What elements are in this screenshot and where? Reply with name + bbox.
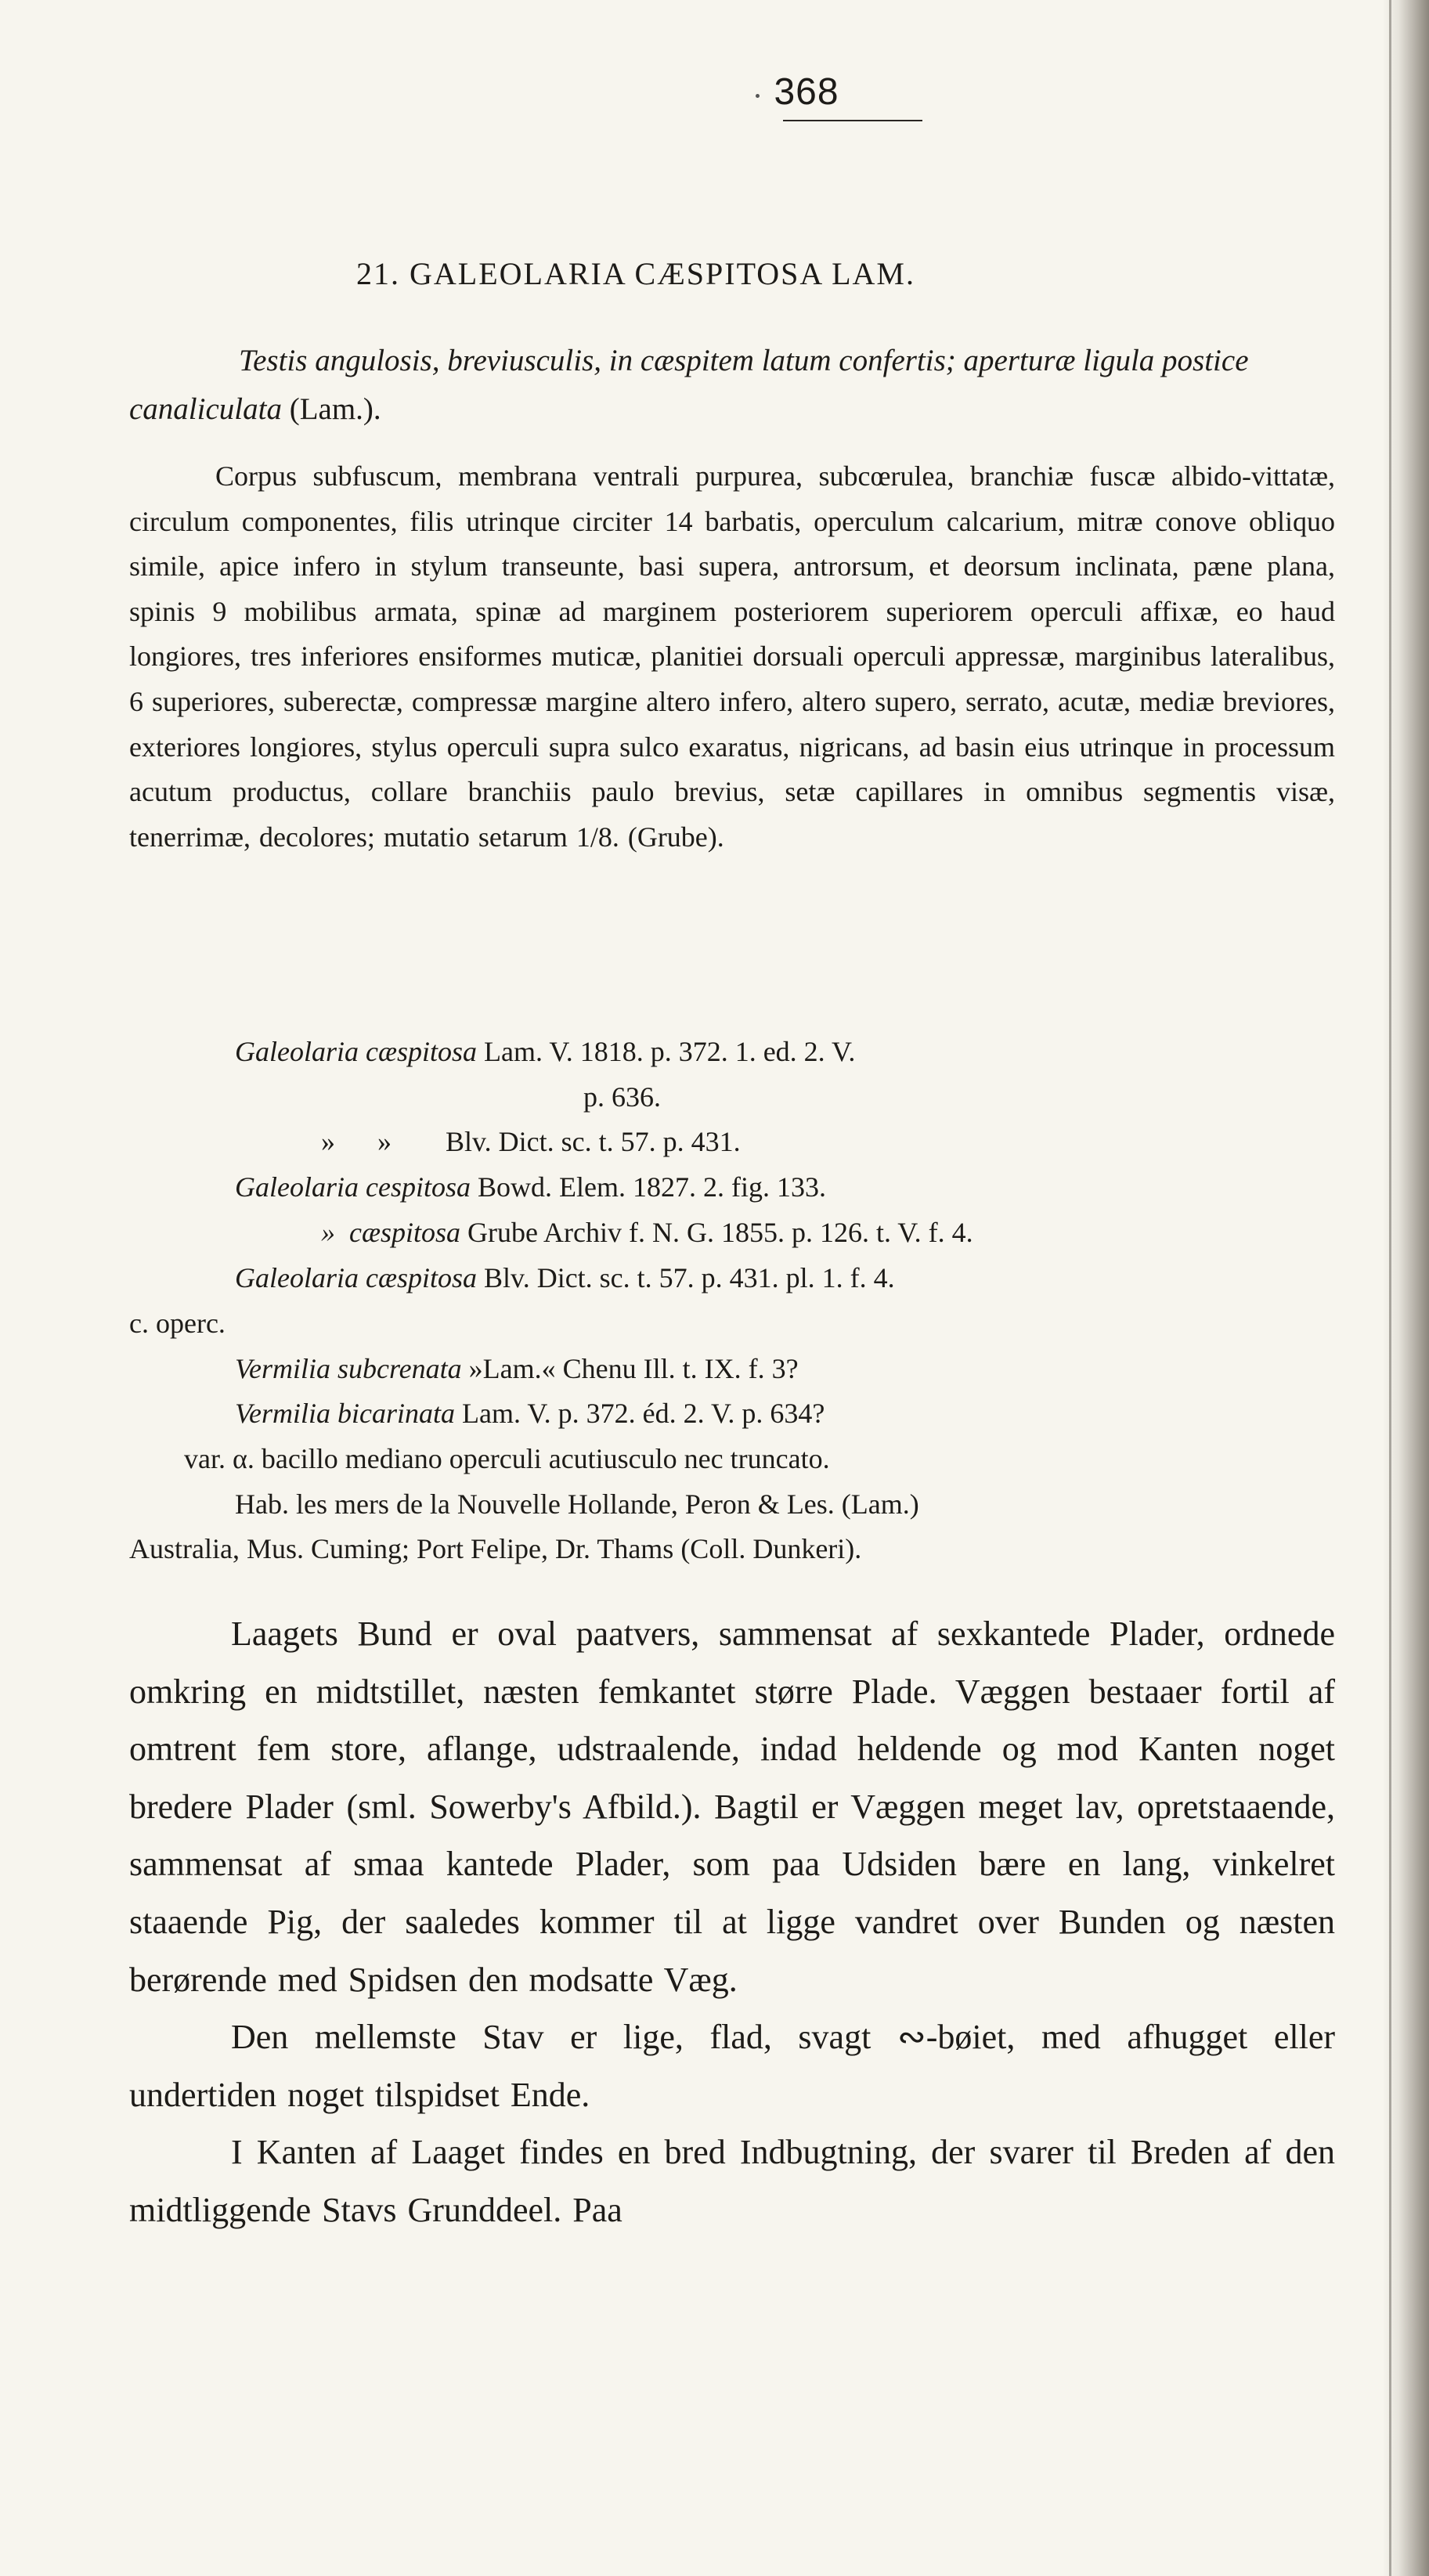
synonym-ref: Lam. V. 1818. p. 372. 1. ed. 2. V.	[484, 1036, 856, 1067]
synonym-ref: Blv. Dict. sc. t. 57. p. 431. pl. 1. f. 4.	[484, 1262, 895, 1293]
synonym-line	[235, 1391, 825, 1435]
diagnosis-text: Testis angulosis, breviusculis, in cæspitem latum confertis; aperturæ ligula postice canaliculata	[129, 344, 1249, 426]
synonym-line	[583, 1075, 661, 1119]
habitat-line	[129, 1527, 861, 1571]
variety-text: var. α. bacillo mediano operculi acutiusculo nec truncato.	[184, 1443, 830, 1474]
synonym-ref: Bowd. Elem. 1827. 2. fig. 133.	[477, 1171, 826, 1203]
synonym-line	[235, 1030, 855, 1073]
species-title: 21. GALEOLARIA CÆSPITOSA LAM.	[356, 256, 915, 291]
habitat-text: Hab. les mers de la Nouvelle Hollande, Peron & Les. (Lam.)	[235, 1488, 919, 1520]
synonym-name: Vermilia bicarinata	[235, 1398, 455, 1429]
synonym-name: Vermilia subcrenata	[235, 1353, 462, 1384]
synonym-name: » cæspitosa	[321, 1217, 461, 1248]
page-number: 368	[774, 71, 839, 113]
diagnosis	[129, 337, 1335, 434]
synonym-ref: p. 636.	[583, 1081, 661, 1113]
synonym-name: » »	[321, 1126, 392, 1157]
page-binding-line	[1389, 0, 1391, 2576]
page-number-rule	[783, 120, 922, 121]
synonym-ref: Blv. Dict. sc. t. 57. p. 431.	[446, 1126, 741, 1157]
synonym-ref: Grube Archiv f. N. G. 1855. p. 126. t. V. f. 4.	[467, 1217, 973, 1248]
paragraph: I Kanten af Laaget findes en bred Indbugtning, der svarer til Breden af den midtliggende Stavs Grunddeel. Paa	[129, 2133, 1335, 2229]
latin-description: Corpus subfuscum, membrana ventrali purpurea, subcœrulea, branchiæ fuscæ albido-vittatæ, circulum componentes, filis utrinque circiter 14 barbatis, operculum calcarium, mitræ conove obliquo simile, apice infero in stylum transeunte, basi supera, antrorsum, et deorsum inclinata, pæne plana, spinis 9 mobilibus armata, spinæ ad marginem posteriorem superiorem operculi affixæ, eo haud longiores, tres inferiores ensiformes muticæ, planitiei dorsuali operculi appressæ, marginibus lateralibus, 6 superiores, suberectæ, compressæ margine altero infero, altero supero, serrato, acutæ, mediæ breviores, exteriores longiores, stylus operculi supra sulco exaratus, nigricans, ad basin eius utrinque in processum acutum productus, collare branchiis paulo brevius, setæ capillares in omnibus segmentis visæ, tenerrimæ, decolores; mutatio setarum 1/8. (Grube).	[129, 460, 1335, 853]
synonym-line	[235, 1347, 799, 1391]
synonym-line	[235, 1256, 895, 1300]
synonym-ref: c. operc.	[129, 1308, 226, 1339]
diagnosis-author: (Lam.).	[289, 392, 381, 426]
habitat-line	[235, 1482, 919, 1526]
variety-line	[184, 1437, 830, 1481]
synonym-ref: »Lam.« Chenu Ill. t. IX. f. 3?	[468, 1353, 799, 1384]
synonym-ref: Lam. V. p. 372. éd. 2. V. p. 634?	[462, 1398, 825, 1429]
danish-description	[129, 1605, 1335, 2239]
synonym-name: Galeolaria cæspitosa	[235, 1262, 478, 1293]
synonym-line	[321, 1210, 973, 1254]
synonym-name: Galeolaria cespitosa	[235, 1171, 471, 1203]
synonym-name: Galeolaria cæspitosa	[235, 1036, 478, 1067]
paragraph: Den mellemste Stav er lige, flad, svagt ∾-bøiet, med afhugget eller undertiden noget tilspidset Ende.	[129, 2018, 1335, 2114]
synonym-line	[129, 1301, 226, 1345]
synonym-line	[235, 1165, 826, 1209]
habitat-text: Australia, Mus. Cuming; Port Felipe, Dr. Thams (Coll. Dunkeri).	[129, 1533, 862, 1564]
paragraph: Laagets Bund er oval paatvers, sammensat af sexkantede Plader, ordnede omkring en midtstillet, næsten femkantet større Plade. Væggen bestaaer fortil af omtrent fem store, aflange, udstraalende, indad heldende og mod Kanten noget bredere Plader (sml. Sowerby's Afbild.). Bagtil er Væggen meget lav, opretstaaende, sammensat af smaa kantede Plader, som paa Udsiden bære en lang, vinkelret staaende Pig, der saaledes kommer til at ligge vandret over Bunden og næsten berørende med Spidsen den modsatte Væg.	[129, 1615, 1335, 1999]
synonym-line	[321, 1120, 741, 1164]
